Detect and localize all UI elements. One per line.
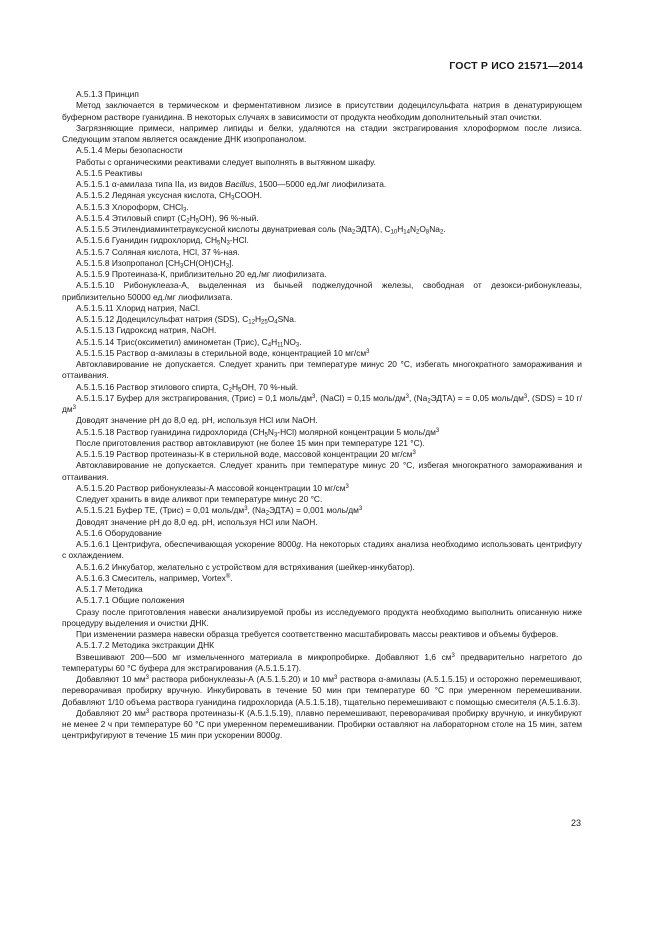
paragraph: A.5.1.5.15 Раствор α-амилазы в стерильной воде, концентрацией 10 $мг/см^3$ xyxy=(76,347,370,358)
paragraph: A.5.1.6.3 Смеситель, например, Vortex®. xyxy=(76,572,233,583)
paragraph: A.5.1.3 Принцип xyxy=(76,89,139,99)
paragraph: A.5.1.5.3 Хлороформ, CHCl$_3$. xyxy=(76,201,189,214)
paragraph: A.5.1.5.1 α-амилаза типа IIа, из видов Bacillus, 1500—5000 ед./мг лиофилизата. xyxy=(76,179,387,189)
paragraph: A.5.1.6.2 Инкубатор, желательно с устройством для встряхивания (шейкер-инкубатор). xyxy=(76,561,415,572)
paragraph: A.5.1.5.19 Раствор протеиназы-К в стерильной воде, массовой концентрации 20 $мг/см^3$ xyxy=(76,449,416,459)
paragraph: При изменении размера навески образца требуется соответственно масштабировать массы реактивов и объемы буферов. xyxy=(76,629,559,639)
paragraph: A.5.1.5.10 Рибонуклеаза-А, выделенная из бычьей поджелудочной железы, свободная от дезокси-рибонуклеазы, приблизительно 50000 ед./мг лиофилизата. xyxy=(62,280,582,302)
paragraph: A.5.1.5.12 Додецилсульфат натрия (SDS), $C_{12}H_{25}O_4SNa$. xyxy=(76,314,297,326)
paragraph: A.5.1.5.17 Буфер для экстрагирования, (Трис) = 0,1 моль/$дм^3$, (NaCl) = 0,15 моль/$дм^3$, $(Na_2ЭДТА)$ = = 0,05 моль/$дм^3$, (SDS) = 10 $г/дм^3$ xyxy=(62,392,582,414)
paragraph: A.5.1.7.1 Общие положения xyxy=(76,595,185,606)
paragraph: A.5.1.5.20 Раствор рибонуклеазы-А массовой концентрации 10 $мг/см^3$ xyxy=(76,482,349,493)
paragraph: A.5.1.5.21 Буфер ТЕ, (Трис) = 0,01 моль/$дм^3$, $(Na_2ЭДТА) = 0,001$ моль/$дм^3$ xyxy=(76,505,363,517)
paragraph: A.5.1.6.1 Центрифуга, обеспечивающая ускорение 8000g. На некоторых стадиях анализа необходимо использовать центрифугу с охлаждением. xyxy=(62,539,582,561)
paragraph: Добавляют 20 $мм^3$ раствора протеиназы-К (А.5.1.5.19), плавно перемешивают, переворачивая пробирку вручную, и инкубируют не менее 2 ч при температуре 60 °С при умеренном перемешивании. Пробирки оставляют на лабораторном столе на 15 мин, затем центрифугируют в течение 15 мин при ускорении 8000g. xyxy=(62,707,582,741)
paragraph: A.5.1.5.6 Гуанидин гидрохлорид, $CH_5N_3$-HCl. xyxy=(76,235,249,247)
paragraph: Сразу после приготовления навески анализируемой пробы из исследуемого продукта необходимо выполнить описанную ниже процедуру выделения и очистки ДНК. xyxy=(62,606,582,628)
paragraph: Доводят значение pH до 8,0 ед. pH, используя HCl или NaOH. xyxy=(76,415,318,426)
paragraph: Работы с органическими реактивами следует выполнять в вытяжном шкафу. xyxy=(76,156,376,167)
paragraph: Доводят значение pH до 8,0 ед. pH, используя HCl или NaOH. xyxy=(76,516,318,527)
paragraph: A.5.1.5.16 Раствор этилового спирта, $C_2H_5OH$, 70 %-ный. xyxy=(76,381,299,394)
document-body xyxy=(62,89,582,742)
paragraph: A.5.1.5.2 Ледяная уксусная кислота, $CH_3COOH$. xyxy=(76,190,262,202)
paragraph: A.5.1.5.5 Этилендиаминтетрауксусной кислоты двунатриевая соль $(Na_2ЭДТА)$, $C_{10}H_{14}N_2O_8Na_2$. xyxy=(76,224,446,236)
paragraph: Метод заключается в термическом и ферментативном лизисе в присутствии додецилсульфата натрия в денатурирующем буферном растворе гуанидина. В некоторых случаях в зависимости от продукта необходим дополнительный этап очистки. xyxy=(62,100,582,122)
paragraph: Добавляют 10 $мм^3$ раствора рибонуклеазы-А (А.5.1.5.20) и 10 $мм^3$ раствора α-амилазы (А.5.1.5.15) и осторожно перемешивают, переворачивая пробирку вручную. Инкубировать в течение 50 мин при температуре 60 °С при умеренном перемешивании. Добавляют 1/10 объема раствора гуанидина гидрохлорида (А.5.1.5.18), тщательно перемешивают с помощью смесителя (А.5.1.6.3). xyxy=(62,674,582,707)
paragraph: A.5.1.5.18 Раствор гуанидина гидрохлорида $(CH_5N_3-HCl)$ молярной концентрации 5 моль/$дм^3$ xyxy=(76,426,440,439)
paragraph: A.5.1.7.2 Методика экстракции ДНК xyxy=(76,640,215,651)
paragraph: Взвешивают 200—500 мг измельченного материала в микропробирке. Добавляют 1,6 $см^3$ предварительно нагретого до температуры 60 °С буфера для экстрагирования (А.5.1.5.17). xyxy=(62,651,582,673)
paragraph: A.5.1.5.7 Соляная кислота, HCl, 37 %-ная. xyxy=(76,246,240,257)
page-number: 23 xyxy=(570,818,581,828)
paragraph: Автоклавирование не допускается. Следует хранить при температуре минус 20 °С, избегать многократного замораживания и оттаивания. xyxy=(62,359,582,381)
paragraph: После приготовления раствор автоклавируют (не более 15 мин при температуре 121 °С). xyxy=(76,437,425,448)
paragraph: A.5.1.5.8 Изопропанол $[CH_3CH(OH)CH_3]$. xyxy=(76,257,234,270)
paragraph: A.5.1.5.9 Протеиназа-К, приблизительно 20 ед./мг лиофилизата. xyxy=(76,269,327,279)
paragraph: A.5.1.4 Меры безопасности xyxy=(76,145,183,156)
paragraph: Автоклавирование не допускается. Следует хранить при температуре минус 20 °С, избегая многократного замораживания и оттаивания. xyxy=(62,460,582,482)
paragraph: A.5.1.5.11 Хлорид натрия, NaCl. xyxy=(76,302,201,313)
paragraph: A.5.1.6 Оборудование xyxy=(76,527,162,538)
paragraph: Следует хранить в виде аликвот при температуре минус 20 °С. xyxy=(76,494,323,504)
paragraph: Загрязняющие примеси, например липиды и белки, удаляются на стадии экстрагирования хлороформом после лизиса. Следующим этапом является осаждение ДНК изопропанолом. xyxy=(62,122,582,144)
paragraph: A.5.1.5.13 Гидроксид натрия, NaOH. xyxy=(76,325,217,336)
document-header: ГОСТ Р ИСО 21571—2014 xyxy=(449,60,583,72)
paragraph: A.5.1.5 Реактивы xyxy=(76,167,143,178)
paragraph: A.5.1.5.4 Этиловый спирт $(C_2H_5OH)$, 96 %-ный. xyxy=(76,212,259,225)
paragraph: A.5.1.7 Методика xyxy=(76,584,143,594)
paragraph: A.5.1.5.14 Трис(оксиметил) аминометан (Трис), $C_4H_{11}NO_3$. xyxy=(76,336,302,349)
